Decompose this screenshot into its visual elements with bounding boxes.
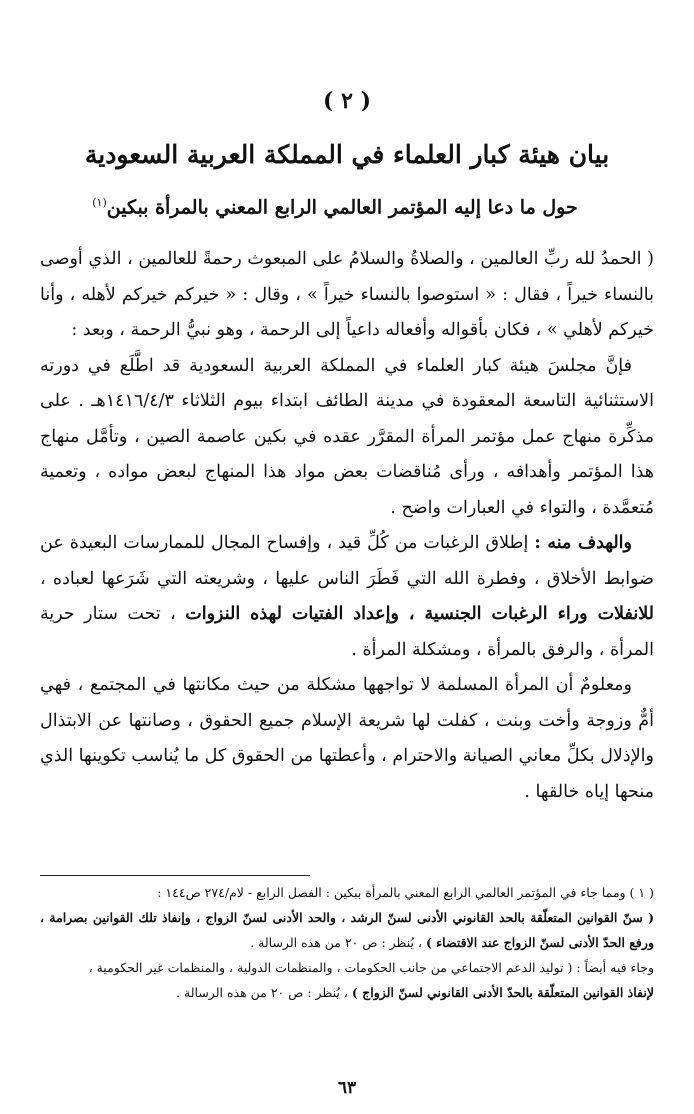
- footnote-quote-1-ref: ، يُنظر : ص ٢٠ من هذه الرسالة .: [250, 935, 427, 950]
- paragraph-muslim-woman: ومعلومٌ أن المرأة المسلمة لا تواجهها مشكلة من حيث مكانتها في المجتمع ، فهي أمٌّ وزوجة وأخت وبنت ، كفلت لها شريعة الإسلام جميع الحقوق ، وصانتها عن الابتذال والإذلال بكلِّ معاني الصيانة والاحترام ، وأعطتها من الحقوق كل ما يُناسب تكوينها الذي منحها إياه خالقها .: [40, 675, 654, 802]
- footnote-quote-1: [40, 905, 654, 955]
- footnote-quote-1-bold: ( سنّ القوانين المتعلّقة بالحد القانوني الأدنى لسنّ الرشد ، والحد الأدنى لسنّ الزواج ، وإنفاذ تلك القوانين بصرامة ، ورفع الحدّ الأدنى لسنّ الزواج عند الاقتضاء ): [40, 910, 654, 950]
- goal-text-a: إطلاق الرغبات من كُلِّ قيد ، وإفساح المجال للممارسات البعيدة عن ضوابط الأخلاق ، وفطرة الله التي فَطَرَ الناس عليها ، وشريعته التي شَرَعها لعباده ،: [40, 533, 654, 589]
- footnote-also: وجاء فيه أيضاً : ( توليد الدعم الاجتماعي من جانب الحكومات ، والمنظمات الدولية ، والمنظمات غير الحكومية ،: [88, 960, 654, 975]
- footnotes: [40, 880, 654, 1005]
- subtitle-text: حول ما دعا إليه المؤتمر العالمي الرابع المعني بالمرأة ببكين: [106, 196, 578, 219]
- paragraph-council: فإنَّ مجلسَ هيئة كبار العلماء في المملكة العربية السعودية قد اطَّلَع في دورته الاستثنائية التاسعة المعقودة في مدينة الطائف ابتداء بيوم الثلاثاء ١٤١٦/٤/٣هـ . على مذكِّرة منهاج عمل مؤتمر المرأة المقرَّر عقده في بكين عاصمة الصين ، وتأمَّل منهاج هذا المؤتمر وأهدافه ، ورأى مُناقضات بعض مواد هذا المنهاج لبعض مواده ، وتعمية مُتعمَّدة ، والتواء في العبارات واضح .: [40, 355, 654, 518]
- goal-text-b: ، تحت ستار حرية المرأة ، والرفق بالمرأة ، ومشكلة المرأة .: [40, 604, 654, 660]
- goal-lead: والهدف منه :: [534, 533, 632, 553]
- paragraph-goal: [40, 526, 654, 668]
- footnote-quote-2: [40, 980, 654, 1005]
- page-number: ٦٣: [337, 1078, 357, 1098]
- paragraph-opening: ( الحمدُ لله ربِّ العالمين ، والصلاةُ والسلامُ على المبعوث رحمةً للعالمين ، الذي أوصى بالنساء خيراً ، فقال : « استوصوا بالنساء خيراً » ، وقال : « خيركم خيركم لأهله ، وأنا خيركم لأهلي » ، فكان بأقواله وأفعاله داعياً إلى الرحمة ، وهو نبيُّ الرحمة ، وبعد :: [40, 249, 654, 340]
- page-title: بيان هيئة كبار العلماء في المملكة العربية السعودية: [84, 140, 610, 169]
- goal-bold-text: للانفلات وراء الرغبات الجنسية ، وإعداد الفتيات لهذه النزوات: [185, 604, 654, 624]
- footnote-divider: [40, 875, 310, 876]
- footnote-quote-2-ref: ، يُنظر : ص ٢٠ من هذه الرسالة .: [176, 985, 352, 1000]
- footnote-reference[interactable]: (١): [92, 196, 107, 209]
- footnote-quote-2-bold: لإنفاذ القوانين المتعلّقة بالحدّ الأدنى القانوني لسنّ الزواج ): [351, 985, 654, 1000]
- page-subtitle: [40, 196, 630, 218]
- footnote-1: ( ١ ) ومما جاء في المؤتمر العالمي الرابع المعني بالمرأة ببكين : الفصل الرابع - لام/٢٧٤ ص١٤٤ :: [157, 885, 654, 900]
- body-text: [40, 242, 654, 810]
- section-number: ( ٢ ): [323, 88, 371, 114]
